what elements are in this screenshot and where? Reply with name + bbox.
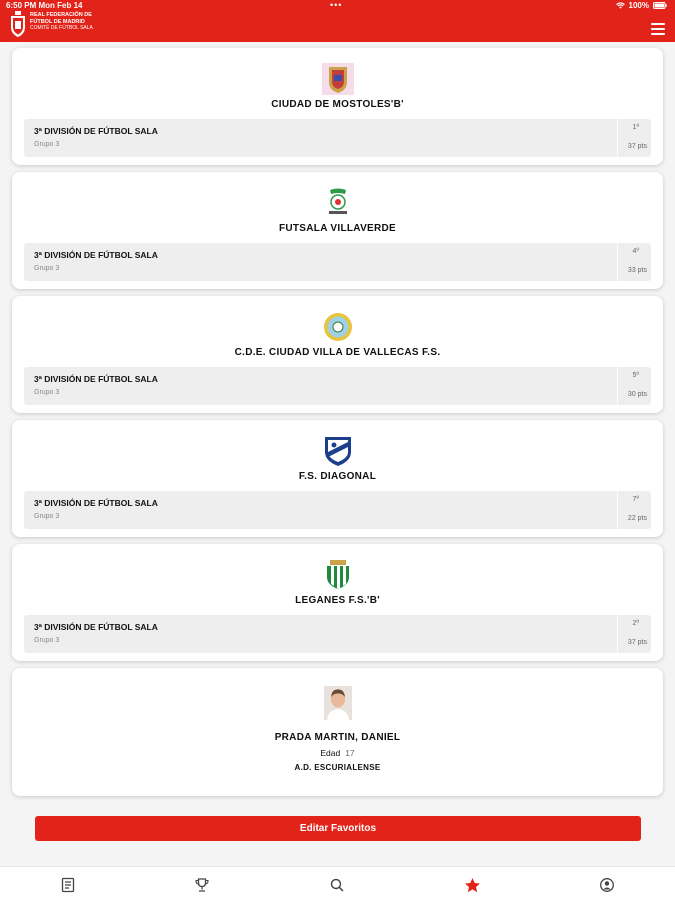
favorite-team-card[interactable]: [12, 296, 663, 413]
villaverde-crest-icon: [321, 186, 355, 220]
standing-box: [617, 491, 651, 529]
favorite-team-card[interactable]: [12, 544, 663, 661]
status-right: [616, 1, 667, 10]
player-club: A.D. ESCURIALENSE: [294, 763, 381, 772]
competition-row[interactable]: [24, 243, 651, 281]
competition-name: 3ª DIVISIÓN DE FÚTBOL SALA: [34, 126, 158, 136]
tab-profile[interactable]: [596, 874, 618, 896]
favorite-player-card[interactable]: [12, 668, 663, 796]
logo-line-3: COMITÉ DE FÚTBOL SALA: [30, 25, 93, 31]
standing-box: [617, 119, 651, 157]
user-icon: [599, 877, 615, 893]
favorites-list: [12, 48, 663, 803]
trophy-icon: [194, 877, 210, 893]
tab-competitions[interactable]: [191, 874, 213, 896]
standing-points: 33 pts: [627, 267, 647, 274]
competition-group: Grupo 3: [34, 141, 60, 148]
age-label: Edad: [320, 748, 341, 758]
app-header: [0, 0, 675, 42]
standing-points: 37 pts: [627, 143, 647, 150]
standing-box: [617, 243, 651, 281]
federation-logo-text: [30, 12, 93, 32]
standing-position: 5º: [632, 372, 639, 379]
competition-group: Grupo 3: [34, 513, 60, 520]
team-name: LEGANES F.S.'B': [295, 595, 380, 606]
player-photo: [324, 686, 352, 720]
standing-position: 1º: [632, 124, 639, 131]
logo-line-1: REAL FEDERACIÓN DE: [30, 12, 92, 18]
standing-position: 4º: [632, 248, 639, 255]
competition-name: 3ª DIVISIÓN DE FÚTBOL SALA: [34, 498, 158, 508]
bottom-tab-bar: [0, 866, 675, 900]
favorite-team-card[interactable]: [12, 420, 663, 537]
battery-icon: [653, 2, 667, 9]
team-name: CIUDAD DE MOSTOLES'B': [271, 99, 404, 110]
vallecas-crest-icon: [321, 310, 355, 344]
competition-row[interactable]: [24, 119, 651, 157]
standing-points: 37 pts: [627, 639, 647, 646]
federation-crest-icon: [10, 11, 26, 37]
hamburger-menu-icon[interactable]: [651, 23, 665, 35]
standing-points: 22 pts: [627, 515, 647, 522]
search-icon: [329, 877, 345, 893]
competition-name: 3ª DIVISIÓN DE FÚTBOL SALA: [34, 374, 158, 384]
team-name: F.S. DIAGONAL: [298, 471, 377, 482]
competition-group: Grupo 3: [34, 389, 60, 396]
tab-favorites[interactable]: [461, 874, 483, 896]
status-time: 6:50 PM Mon Feb 14: [6, 1, 83, 10]
standing-box: [617, 615, 651, 653]
star-icon: [464, 877, 481, 894]
player-name: PRADA MARTIN, DANIEL: [274, 732, 401, 743]
tab-search[interactable]: [326, 874, 348, 896]
standing-points: 30 pts: [627, 391, 647, 398]
standing-position: 2º: [632, 620, 639, 627]
favorite-team-card[interactable]: [12, 48, 663, 165]
battery-percent: 100%: [628, 1, 649, 10]
diagonal-crest-icon: [321, 434, 355, 468]
favorite-team-card[interactable]: [12, 172, 663, 289]
wifi-icon: [616, 2, 625, 9]
mostoles-crest-icon: [321, 62, 355, 96]
team-name: C.D.E. CIUDAD VILLA DE VALLECAS F.S.: [234, 347, 441, 358]
competition-row[interactable]: [24, 491, 651, 529]
competition-group: Grupo 3: [34, 265, 60, 272]
player-age: [12, 748, 663, 758]
logo-line-2: FÚTBOL DE MADRID: [30, 18, 85, 25]
competition-row[interactable]: [24, 615, 651, 653]
team-name: FUTSALA VILLAVERDE: [278, 223, 397, 234]
competition-name: 3ª DIVISIÓN DE FÚTBOL SALA: [34, 622, 158, 632]
competition-group: Grupo 3: [34, 637, 60, 644]
leganes-crest-icon: [321, 558, 355, 592]
news-icon: [60, 877, 76, 893]
tab-news[interactable]: [57, 874, 79, 896]
age-value: 17: [345, 748, 355, 758]
standing-box: [617, 367, 651, 405]
standing-position: 7º: [632, 496, 639, 503]
multitask-dots[interactable]: •••: [330, 0, 343, 10]
competition-name: 3ª DIVISIÓN DE FÚTBOL SALA: [34, 250, 158, 260]
competition-row[interactable]: [24, 367, 651, 405]
edit-favorites-button[interactable]: Editar Favoritos: [35, 816, 641, 841]
